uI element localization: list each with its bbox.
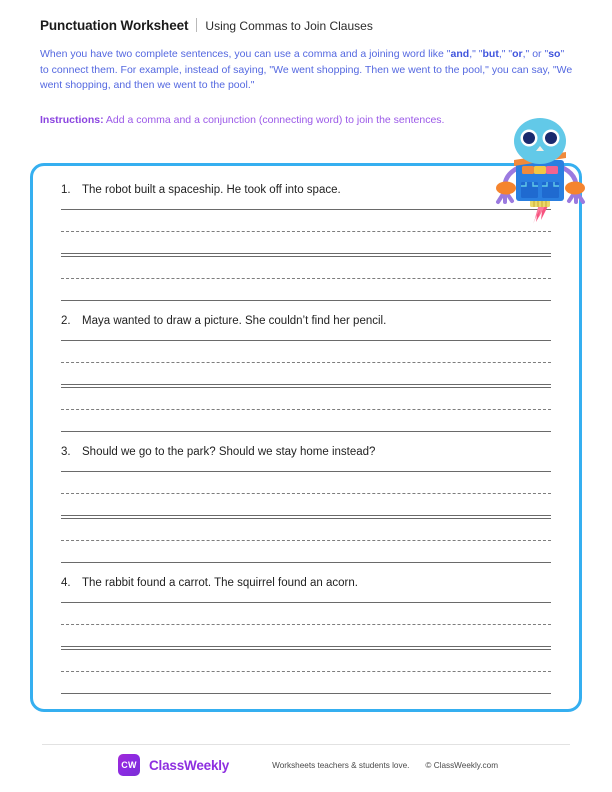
line-baseline: [61, 300, 551, 301]
question-number: 4.: [61, 577, 71, 589]
writing-row[interactable]: [61, 340, 551, 387]
line-dashed-middle: [61, 493, 551, 494]
line-baseline: [61, 515, 551, 516]
rocket-robot-icon: [492, 116, 588, 224]
line-baseline: [61, 253, 551, 254]
writing-row[interactable]: [61, 387, 551, 434]
line-baseline: [61, 693, 551, 694]
line-top: [61, 256, 551, 257]
answer-lines[interactable]: [61, 209, 551, 303]
question-number: 3.: [61, 446, 71, 458]
page-header: [40, 16, 580, 33]
intro-paragraph: When you have two complete sentences, you can use a comma and a joining word like "and," "but," "or," or "so" to connect them. For example, instead of saying, "We went shopping. Then we went to the pool," you can say, "We went shopping, and then we went to the pool.": [40, 48, 573, 92]
footer-copyright: © ClassWeekly.com: [425, 760, 499, 770]
page-subtitle: Using Commas to Join Clauses: [205, 19, 373, 33]
answer-lines[interactable]: [61, 602, 551, 696]
title-divider-icon: [196, 18, 197, 32]
answer-lines[interactable]: [61, 340, 551, 434]
line-dashed-middle: [61, 362, 551, 363]
footer-tagline: Worksheets teachers & students love.: [272, 760, 410, 770]
line-baseline: [61, 646, 551, 647]
brand-name: ClassWeekly: [149, 757, 230, 773]
writing-row[interactable]: [61, 209, 551, 256]
writing-row[interactable]: [61, 471, 551, 518]
line-baseline: [61, 384, 551, 385]
line-top: [61, 649, 551, 650]
line-top: [61, 209, 551, 210]
line-top: [61, 518, 551, 519]
footer: [118, 754, 498, 776]
footer-divider: [42, 744, 570, 745]
question-text-row: [61, 575, 579, 591]
writing-row[interactable]: [61, 256, 551, 303]
line-baseline: [61, 431, 551, 432]
line-dashed-middle: [61, 671, 551, 672]
line-top: [61, 387, 551, 388]
line-baseline: [61, 562, 551, 563]
writing-row[interactable]: [61, 649, 551, 696]
question-number: 2.: [61, 315, 71, 327]
worksheet-answer-box: [30, 163, 582, 712]
question-block: [33, 313, 579, 434]
line-dashed-middle: [61, 278, 551, 279]
instructions-text: Add a comma and a conjunction (connecting word) to join the sentences.: [103, 114, 445, 126]
question-block: [33, 575, 579, 696]
question-sentence: Maya wanted to draw a picture. She couldn’t find her pencil.: [82, 315, 387, 327]
line-top: [61, 340, 551, 341]
page-title: Punctuation Worksheet: [40, 18, 189, 33]
question-text-row: [61, 444, 579, 460]
writing-row[interactable]: [61, 518, 551, 565]
instructions-label: Instructions:: [40, 114, 104, 126]
writing-row[interactable]: [61, 602, 551, 649]
answer-lines[interactable]: [61, 471, 551, 565]
question-sentence: The robot built a spaceship. He took off into space.: [82, 184, 341, 196]
line-top: [61, 471, 551, 472]
line-dashed-middle: [61, 624, 551, 625]
question-number: 1.: [61, 184, 71, 196]
question-sentence: Should we go to the park? Should we stay home instead?: [82, 446, 376, 458]
classweekly-logo-icon: CW: [118, 754, 140, 776]
question-block: [33, 444, 579, 565]
line-dashed-middle: [61, 540, 551, 541]
line-top: [61, 602, 551, 603]
line-dashed-middle: [61, 409, 551, 410]
question-sentence: The rabbit found a carrot. The squirrel found an acorn.: [82, 577, 358, 589]
instructions-block: [40, 113, 460, 128]
line-dashed-middle: [61, 231, 551, 232]
question-text-row: [61, 313, 579, 329]
